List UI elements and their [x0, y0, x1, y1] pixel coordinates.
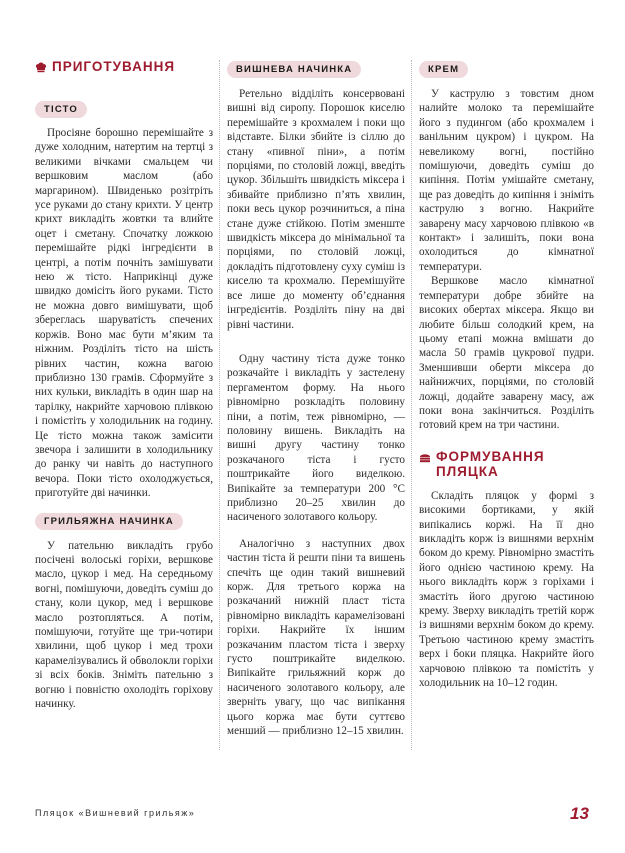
footer-recipe-title: Пляцок «Вишневий грильяж» [35, 808, 196, 818]
cream-paragraph-2: Вершкове масло кімнатної температури добре збийте на високих обертах міксера. Якщо ви любите більш солодкий крем, на цьому етапі можна вмішати до масла 50 грамів цукрової пудри. Зменшивши оберти міксера до найнижчих, порціями, по столовій ложці, додайте заварену масу, аж поки вона закінчиться. Розділіть готовий крем на три частини. [419, 275, 594, 432]
dough-subheading: ТІСТО [35, 101, 87, 118]
preparation-heading-text: ПРИГОТУВАННЯ [52, 59, 176, 74]
page-number: 13 [570, 804, 589, 823]
preparation-heading [35, 59, 213, 74]
cake-icon [419, 451, 431, 463]
forming-heading [419, 449, 594, 479]
assembly-paragraph-2: Аналогічно з наступних двох частин тіста й решти піни та вишень спечіть ще один такий вишневий корж. Для третього коржа на розкачаний нижній пласт тіста рівномірно викладіть карамелізовані горіхи. Накрийте їх іншим розкачаним пластом тіста і зверху густо поштрикайте виделкою. Випікайте грильяжний корж до насиченого золотавого кольору, але зверніть увагу, що час випікання цього коржа має бути суттєво менший — приблизно 12–15 хвилин. [227, 537, 405, 738]
assembly-paragraph-1: Одну частину тіста дуже тонко розкачайте і викладіть у застелену пергаментом форму. На нього рівномірно розкладіть половину піни, а потім, теж рівномірно, — половину вишень. Викладіть на вишні другу частину тонко розкачаного тіста і густо поштрикайте його виделкою. Випікайте за температури 200 °C приблизно 20–25 хвилин до насиченого золотавого кольору. [227, 352, 405, 524]
brittle-filling-subheading: ГРИЛЬЯЖНА НАЧИНКА [35, 513, 183, 530]
column-divider [219, 60, 220, 750]
column-3 [419, 56, 594, 690]
chef-hat-icon [35, 61, 47, 73]
forming-heading-text: ФОРМУВАННЯ ПЛЯЦКА [436, 448, 545, 479]
column-2 [227, 56, 405, 738]
forming-paragraph: Складіть пляцок у формі з високими бортиками, у якій випікались коржі. На її дно викладіть корж із вишнями верхнім боком до крему. Рівномірно змастіть його однією частиною крему. На нього викладіть корж з горіхами і змастіть його другою частиною крему. Зверху викладіть третій корж із вишнями верхнім боком до крему. Третьою частиною крему змастіть верх і боки пляцка. Накрийте його харчовою плівкою та помістіть у холодильник на 10–12 годин. [419, 489, 594, 690]
cream-paragraph-1: У каструлю з товстим дном налийте молоко та перемішайте його з пудингом (або крохмалем і ванільним цукром) і цукром. На невеликому вогні, постійно помішуючи, доведіть суміш до кипіння. Потім умішайте сметану, ще раз доведіть до кипіння і зніміть каструлю з вогню. Накрийте заварену масу харчовою плівкою «в контакт» і залишіть, поки вона охолодиться до кімнатної температури. [419, 88, 594, 273]
dough-paragraph: Просіяне борошно перемішайте з дуже холодним, натертим на тертці з великими вічками смальцем чи вершковим маслом (або маргарином). Швиденько розітріть усе руками до стану крихти. У центр крихт викладіть жовтки та влийте оцет і сметану. Спочатку ложкою перемішайте рідкі інгредієнти в центрі, а потім почніть замішувати нею ж тісто. Наприкінці дуже швидко домісіть його руками. Тісто не можна довго вимішувати, щоб збереглась шаруватість спечених коржів. Воно має бути м’яким та ніжним. Розділіть тісто на шість рівних частин, кожна вагою приблизно 130 грамів. Сформуйте з них кульки, викладіть в один шар на тарілку, накрийте харчовою плівкою і помістіть у холодильник на годину. Це тісто можна також замісити звечора і залишити в холодильнику до ранку чи навіть до наступного вечора. Поки тісто охолоджується, приготуйте дві начинки. [35, 127, 213, 500]
column-1 [35, 56, 213, 711]
cherry-filling-paragraph: Ретельно відділіть консервовані вишні від сиропу. Порошок киселю перемішайте з крохмалем і поки що відставте. Білки збийте із сіллю до стану «пивної піни», а потім порціями, по столовій ложці, введіть цукор. Збільшіть швидкість міксера і збивайте приблизно п’ять хвилин, поки весь цукор розчиниться, а піна стане дуже стійкою. Потім зменште швидкість міксера до мінімальної та порціями, по столовій ложці, докладіть підготовлену суху суміш із киселю та крохмалю. Перемішуйте все лише до моменту об’єднання інгредієнтів. Розділіть піну на дві рівні частини. [227, 88, 405, 331]
column-divider [411, 60, 412, 750]
cream-subheading: КРЕМ [419, 61, 468, 78]
brittle-filling-paragraph: У пательню викладіть грубо посічені волоські горіхи, вершкове масло, цукор і мед. На середньому вогні, помішуючи, доведіть суміш до стану, коли цукор, мед і вершкове масло розтопляться. А потім, помішуючи, готуйте ще три-чотири хвилини, щоб цукор і мед трохи карамелізувались й обволокли горіхи зі всіх боків. Зніміть пательню з вогню і повністю охолодіть горіхову начинку. [35, 539, 213, 711]
cherry-filling-subheading: ВИШНЕВА НАЧИНКА [227, 61, 361, 78]
